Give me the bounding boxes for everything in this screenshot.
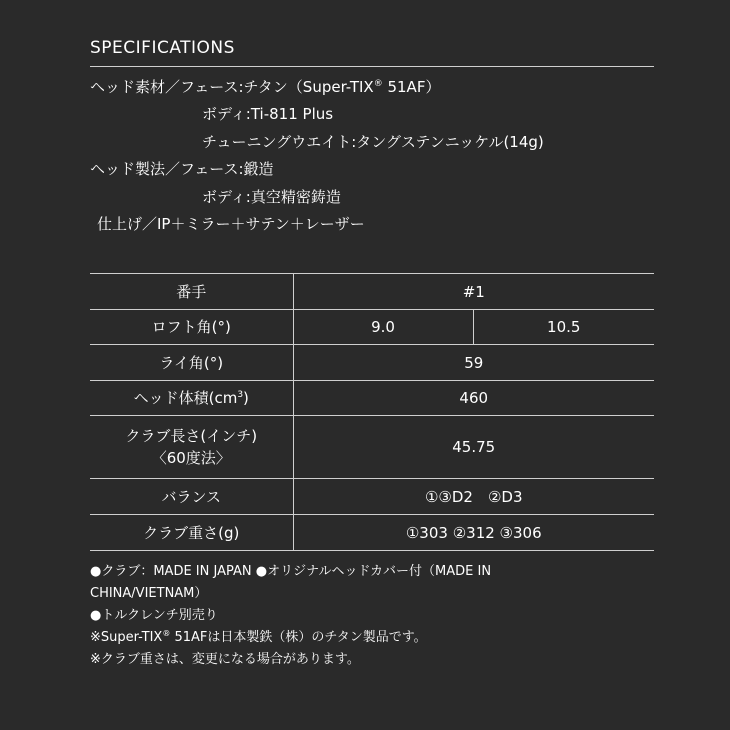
table-row — [90, 345, 654, 381]
note-titanium-b: 51AFは日本製鉄（株）のチタン製品です。 — [170, 630, 427, 645]
table-row — [90, 515, 654, 551]
title-divider — [90, 66, 654, 67]
volume-label-end: ) — [243, 389, 249, 407]
row-value-volume: 460 — [293, 381, 654, 416]
spec-text: ヘッド素材／フェース:チタン（Super-TIX — [90, 78, 374, 96]
row-label-lie: ライ角(°) — [90, 345, 293, 381]
note-made-in: ●クラブ：MADE IN JAPAN ●オリジナルヘッドカバー付（MADE IN — [90, 564, 492, 579]
length-label-line2: 〈60度法〉 — [151, 449, 231, 467]
spec-table — [90, 273, 654, 551]
spec-finish: 仕上げ／IP＋ミラー＋サテン＋レーザー — [97, 215, 365, 233]
table-row — [90, 416, 654, 479]
volume-label-sup: 3 — [237, 390, 244, 400]
spec-head-method-face: ヘッド製法／フェース:鍛造 — [90, 160, 274, 178]
volume-label-text: ヘッド体積(cm — [133, 389, 238, 407]
table-row — [90, 479, 654, 515]
row-value-balance: ①③D2 ②D3 — [293, 479, 654, 515]
row-value-weight: ①303 ②312 ③306 — [293, 515, 654, 551]
row-label-weight: クラブ重さ(g) — [90, 515, 293, 551]
spec-head-method-body: ボディ:真空精密鋳造 — [202, 188, 341, 206]
row-label-length — [90, 416, 293, 479]
row-value-length: 45.75 — [293, 416, 654, 479]
length-label-line1: クラブ長さ(インチ) — [125, 427, 258, 445]
table-row — [90, 274, 654, 310]
page-title: SPECIFICATIONS — [90, 38, 235, 58]
note-titanium-a: ※Super-TIX — [90, 630, 163, 645]
spec-head-material-face — [90, 78, 440, 96]
row-value-loft-1: 9.0 — [293, 310, 473, 345]
row-label-balance: バランス — [90, 479, 293, 515]
table-row — [90, 310, 654, 345]
row-label-number: 番手 — [90, 274, 293, 310]
note-torque-wrench: ●トルクレンチ別売り — [90, 608, 218, 623]
registered-mark: ® — [373, 79, 383, 89]
spec-tuning-weight: チューニングウエイト:タングステンニッケル(14g) — [202, 133, 544, 151]
notes-block — [90, 561, 590, 671]
row-value-number: #1 — [293, 274, 654, 310]
spec-text: 51AF） — [382, 78, 441, 96]
row-value-lie: 59 — [293, 345, 654, 381]
row-label-volume — [90, 381, 293, 416]
row-label-loft: ロフト角(°) — [90, 310, 293, 345]
table-row — [90, 381, 654, 416]
row-value-loft-2: 10.5 — [473, 310, 654, 345]
note-weight-change: ※クラブ重さは、変更になる場合があります。 — [90, 652, 360, 667]
note-made-in-cont: CHINA/VIETNAM） — [90, 586, 208, 601]
spec-head-material-body: ボディ:Ti-811 Plus — [202, 105, 334, 123]
note-titanium — [90, 627, 590, 649]
registered-mark: ® — [162, 629, 171, 638]
